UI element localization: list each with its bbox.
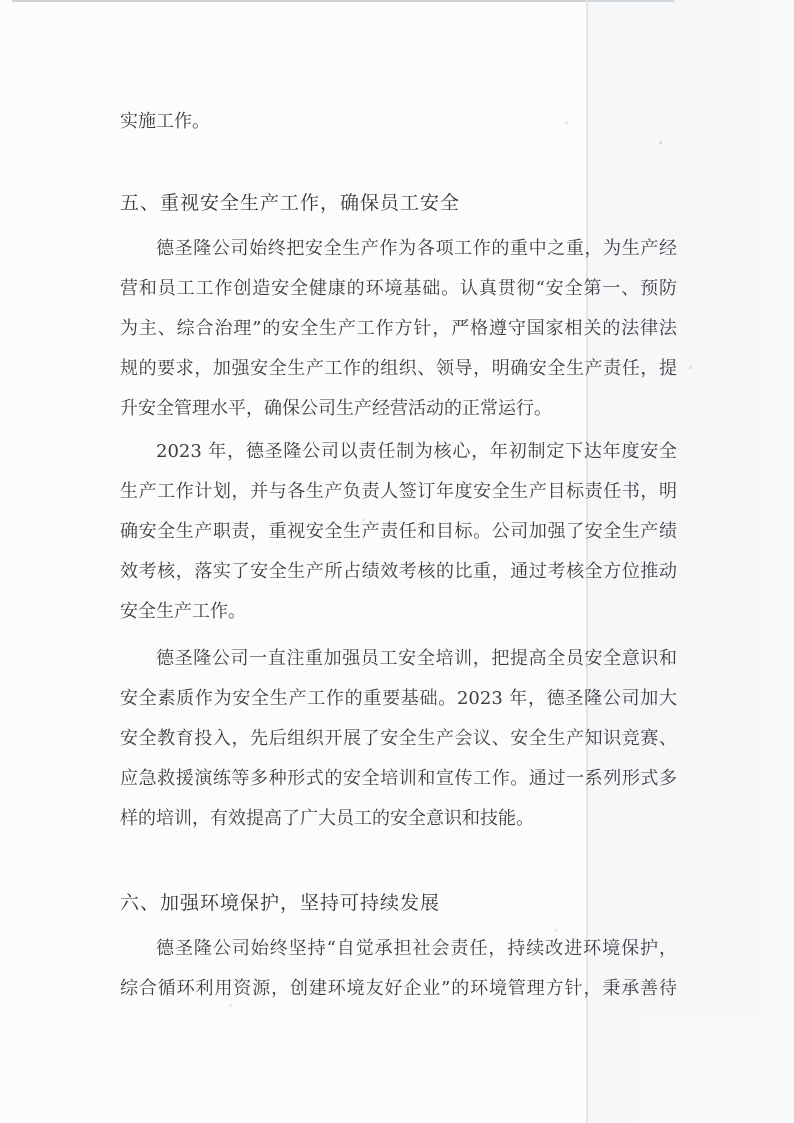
paragraph-safety-policy: [120, 229, 677, 429]
text-line: 德圣隆公司始终把安全生产作为各项工作的重中之重，为生产经: [156, 238, 677, 259]
paragraph-environment-policy: [120, 929, 677, 1009]
scan-speckle-artifacts: [0, 0, 1, 1]
text-line: 生产工作计划，并与各生产负责人签订年度安全生产目标责任书，明: [120, 481, 677, 502]
text-line: 综合循环利用资源，创建环境友好企业”的环境管理方针，秉承善待: [120, 978, 677, 999]
paragraph-safety-training: [120, 639, 677, 839]
section-heading-5: 五、重视安全生产工作，确保员工安全: [120, 192, 461, 214]
paragraph-leftover-line: 实施工作。: [120, 111, 210, 132]
text-line: 2023 年，德圣隆公司以责任制为核心，年初制定下达年度安全: [156, 441, 677, 462]
document-body: [120, 0, 677, 1123]
text-line: 应急救援演练等多种形式的安全培训和宣传工作。通过一系列形式多: [120, 768, 677, 789]
text-line: 规的要求，加强安全生产工作的组织、领导，明确安全生产责任，提: [120, 358, 677, 379]
paragraph-2023-responsibility: [120, 432, 677, 632]
text-line: 营和员工工作创造安全健康的环境基础。认真贯彻“安全第一、预防: [120, 278, 677, 299]
text-line: 安全教育投入，先后组织开展了安全生产会议、安全生产知识竞赛、: [120, 728, 677, 749]
text-line: 效考核，落实了安全生产所占绩效考核的比重，通过考核全方位推动: [120, 561, 677, 582]
text-line: 安全生产工作。: [120, 601, 246, 622]
text-line: 确安全生产职责，重视安全生产责任和目标。公司加强了安全生产绩: [120, 521, 677, 542]
text-line: 样的培训，有效提高了广大员工的安全意识和技能。: [120, 808, 534, 829]
text-line: 为主、综合治理”的安全生产工作方针，严格遵守国家相关的法律法: [120, 318, 677, 339]
text-line: 升安全管理水平，确保公司生产经营活动的正常运行。: [120, 398, 552, 419]
text-line: 德圣隆公司始终坚持“自觉承担社会责任，持续改进环境保护，: [156, 938, 677, 959]
section-heading-6: 六、加强环境保护，坚持可持续发展: [120, 892, 441, 914]
text-line: 德圣隆公司一直注重加强员工安全培训，把提高全员安全意识和: [156, 648, 677, 669]
text-line: 安全素质作为安全生产工作的重要基础。2023 年，德圣隆公司加大: [120, 688, 677, 709]
